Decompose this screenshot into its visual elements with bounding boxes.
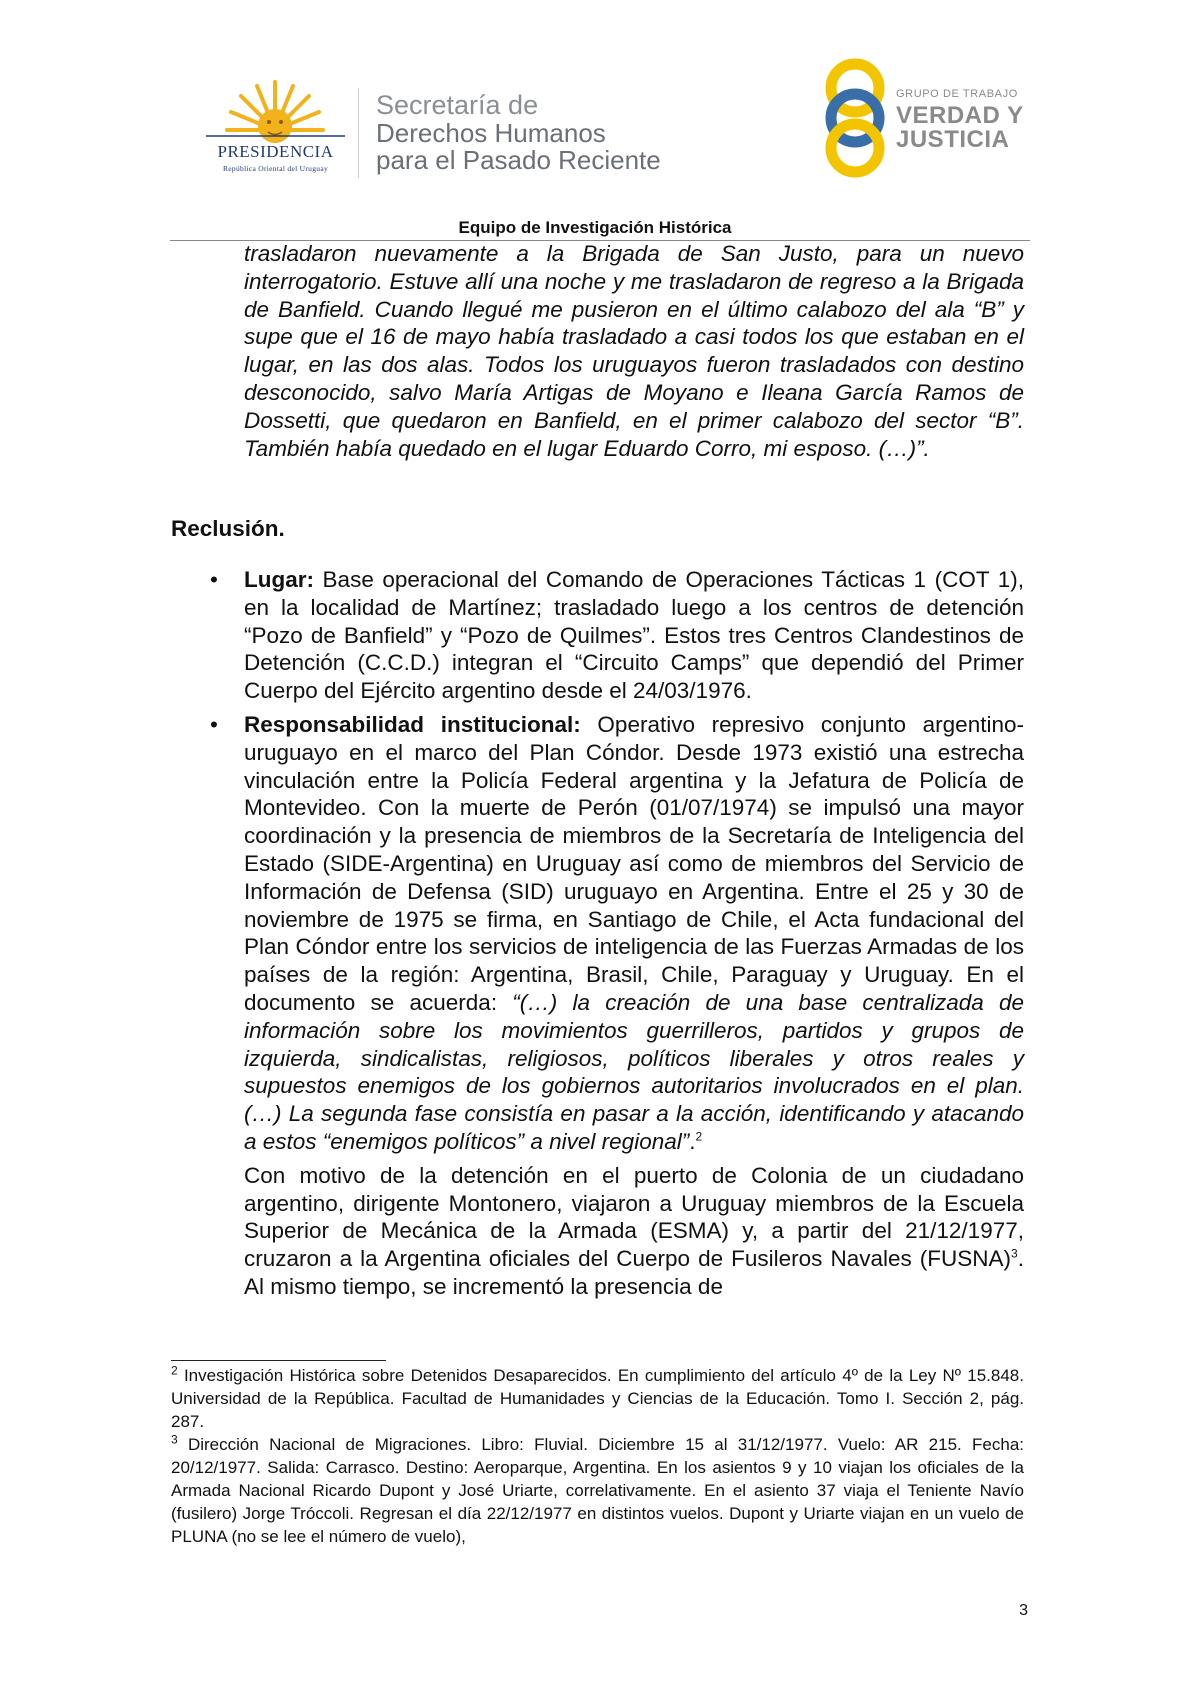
list-item-responsabilidad (200, 711, 1024, 1156)
department-title: Equipo de Investigación Histórica (458, 218, 732, 237)
footnote-3 (171, 1433, 1024, 1548)
page-number: 3 (1019, 1602, 1028, 1619)
bullet-list (200, 566, 1024, 1301)
footnote-number: 2 (171, 1363, 178, 1378)
lugar-text: Base operacional del Comando de Operaciones Tácticas 1 (COT 1), en la localidad de Martínez; trasladado luego a los centros de detención “Pozo de Banfield” y “Pozo de Quilmes”. Estos tres Centros Clandestinos de Detención (C.C.D.) integran el “Circuito Camps” que dependió del Primer Cuerpo del Ejército argentino desde el 24/03/1976. (244, 567, 1024, 704)
verdad-justicia-logo (822, 58, 1032, 178)
secretaria-line-2: Derechos Humanos (376, 118, 606, 148)
presidencia-logo (198, 78, 353, 178)
testimony-quote: trasladaron nuevamente a la Brigada de San Justo, para un nuevo interrogatorio. Estuve allí una noche y me trasladaron de regreso a la Brigada de Banfield. Cuando llegué me pusieron en el último calabozo del ala “B” y supe que el 16 de mayo había trasladado a casi todos los que estaban en el lugar, en las dos alas. Todos los uruguayos fueron trasladados con destino desconocido, salvo María Artigas de Moyano e Ileana García Ramos de Dossetti, que quedaron en Banfield, en el primer calabozo del sector “B”. También había quedado en el lugar Eduardo Corro, mi esposo. (…)”. (244, 241, 1024, 461)
gtvj-title-2: JUSTICIA (896, 126, 1010, 153)
list-item-lugar (200, 566, 1024, 705)
quote-end: . (689, 1128, 696, 1154)
responsabilidad-text: Operativo represivo conjunto argentino-uruguayo en el marco del Plan Cóndor. Desde 1973 existió una estrecha vinculación entre la Policía Federal argentina y la Jefatura de Policía de Montevideo. Con la muerte de Perón (01/07/1974) se impulsó una mayor coordinación y la presencia de miembros de la Secretaría de Inteligencia del Estado (SIDE-Argentina) en Uruguay así como de miembros del Servicio de Información de Defensa (SID) uruguayo en Argentina. Entre el 25 y 30 de noviembre de 1975 se firma, en Santiago de Chile, el Acta fundacional del Plan Cóndor entre los servicios de inteligencia de las Fuerzas Armadas de los países de la región: Argentina, Brasil, Chile, Paraguay y Uruguay. En el documento se acuerda: (244, 711, 1024, 1015)
footnote-text: Investigación Histórica sobre Detenidos Desaparecidos. En cumplimiento del artículo 4º de la Ley Nº 15.848. Universidad de la República. Facultad de Humanidades y Ciencias de la Educación. Tomo I. Sección 2, pág. 287. (171, 1366, 1024, 1431)
gtvj-title-1: VERDAD Y (896, 102, 1024, 129)
secretaria-line-1: Secretaría de (376, 90, 539, 120)
condor-quote: “(…) la creación de una base centralizada de información sobre los movimientos guerrilleros, partidos y grupos de izquierda, sindicalistas, religiosos, políticos liberales y otros reales y supuestos enemigos de los gobiernos autoritarios involucrados en el plan. (…) La segunda fase consistía en pasar a la acción, identificando y atacando a estos “enemigos políticos” a nivel regional” (244, 989, 1024, 1154)
footnote-number: 3 (171, 1432, 178, 1447)
bullet-icon: • (210, 567, 218, 592)
presidencia-title: PRESIDENCIA (217, 142, 334, 161)
footnote-ref-2: 2 (695, 1129, 703, 1144)
sun-icon (198, 78, 353, 144)
secretaria-logo (376, 90, 661, 174)
rings-icon (822, 58, 892, 178)
paragraph-fusna (244, 1162, 1024, 1301)
logo-divider (358, 88, 359, 178)
footnote-text: Dirección Nacional de Migraciones. Libro: Fluvial. Diciembre 15 al 31/12/1977. Vuelo: AR 215. Fecha: 20/12/1977. Salida: Carrasco. Destino: Aeroparque, Argentina. En los asientos 9 y 10 viajan los oficiales de la Armada Nacional Ricardo Dupont y José Uriarte, correlativamente. En el asiento 37 viaja el Teniente Navío (fusilero) Jorge Tróccoli. Regresan el día 22/12/1977 en distintos vuelos. Dupont y Uriarte viajan en un vuelo de PLUNA (no se lee el número de vuelo), (171, 1435, 1024, 1546)
bullet-icon: • (210, 711, 218, 737)
footnote-rule (171, 1360, 386, 1361)
secretaria-line-3: para el Pasado Reciente (376, 145, 661, 175)
fusna-tail: . Al mismo tiempo, se incrementó la presencia de (244, 1246, 1024, 1299)
gtvj-subtitle: GRUPO DE TRABAJO (896, 88, 1018, 100)
footnotes (171, 1364, 1024, 1548)
fusna-text: Con motivo de la detención en el puerto de Colonia de un ciudadano argentino, dirigente Montonero, viajaron a Uruguay miembros de la Escuela Superior de Mecánica de la Armada (ESMA) y, a partir del 21/12/1977, cruzaron a la Argentina oficiales del Cuerpo de Fusileros Navales (FUSNA) (244, 1162, 1024, 1272)
section-heading: Reclusión. (171, 516, 285, 541)
presidencia-subtitle: República Oriental del Uruguay (222, 164, 328, 173)
footnote-2 (171, 1364, 1024, 1433)
lugar-label: Lugar: (244, 567, 314, 592)
footnote-ref-3: 3 (1011, 1246, 1018, 1261)
responsabilidad-label: Responsabilidad institucional: (244, 711, 581, 737)
